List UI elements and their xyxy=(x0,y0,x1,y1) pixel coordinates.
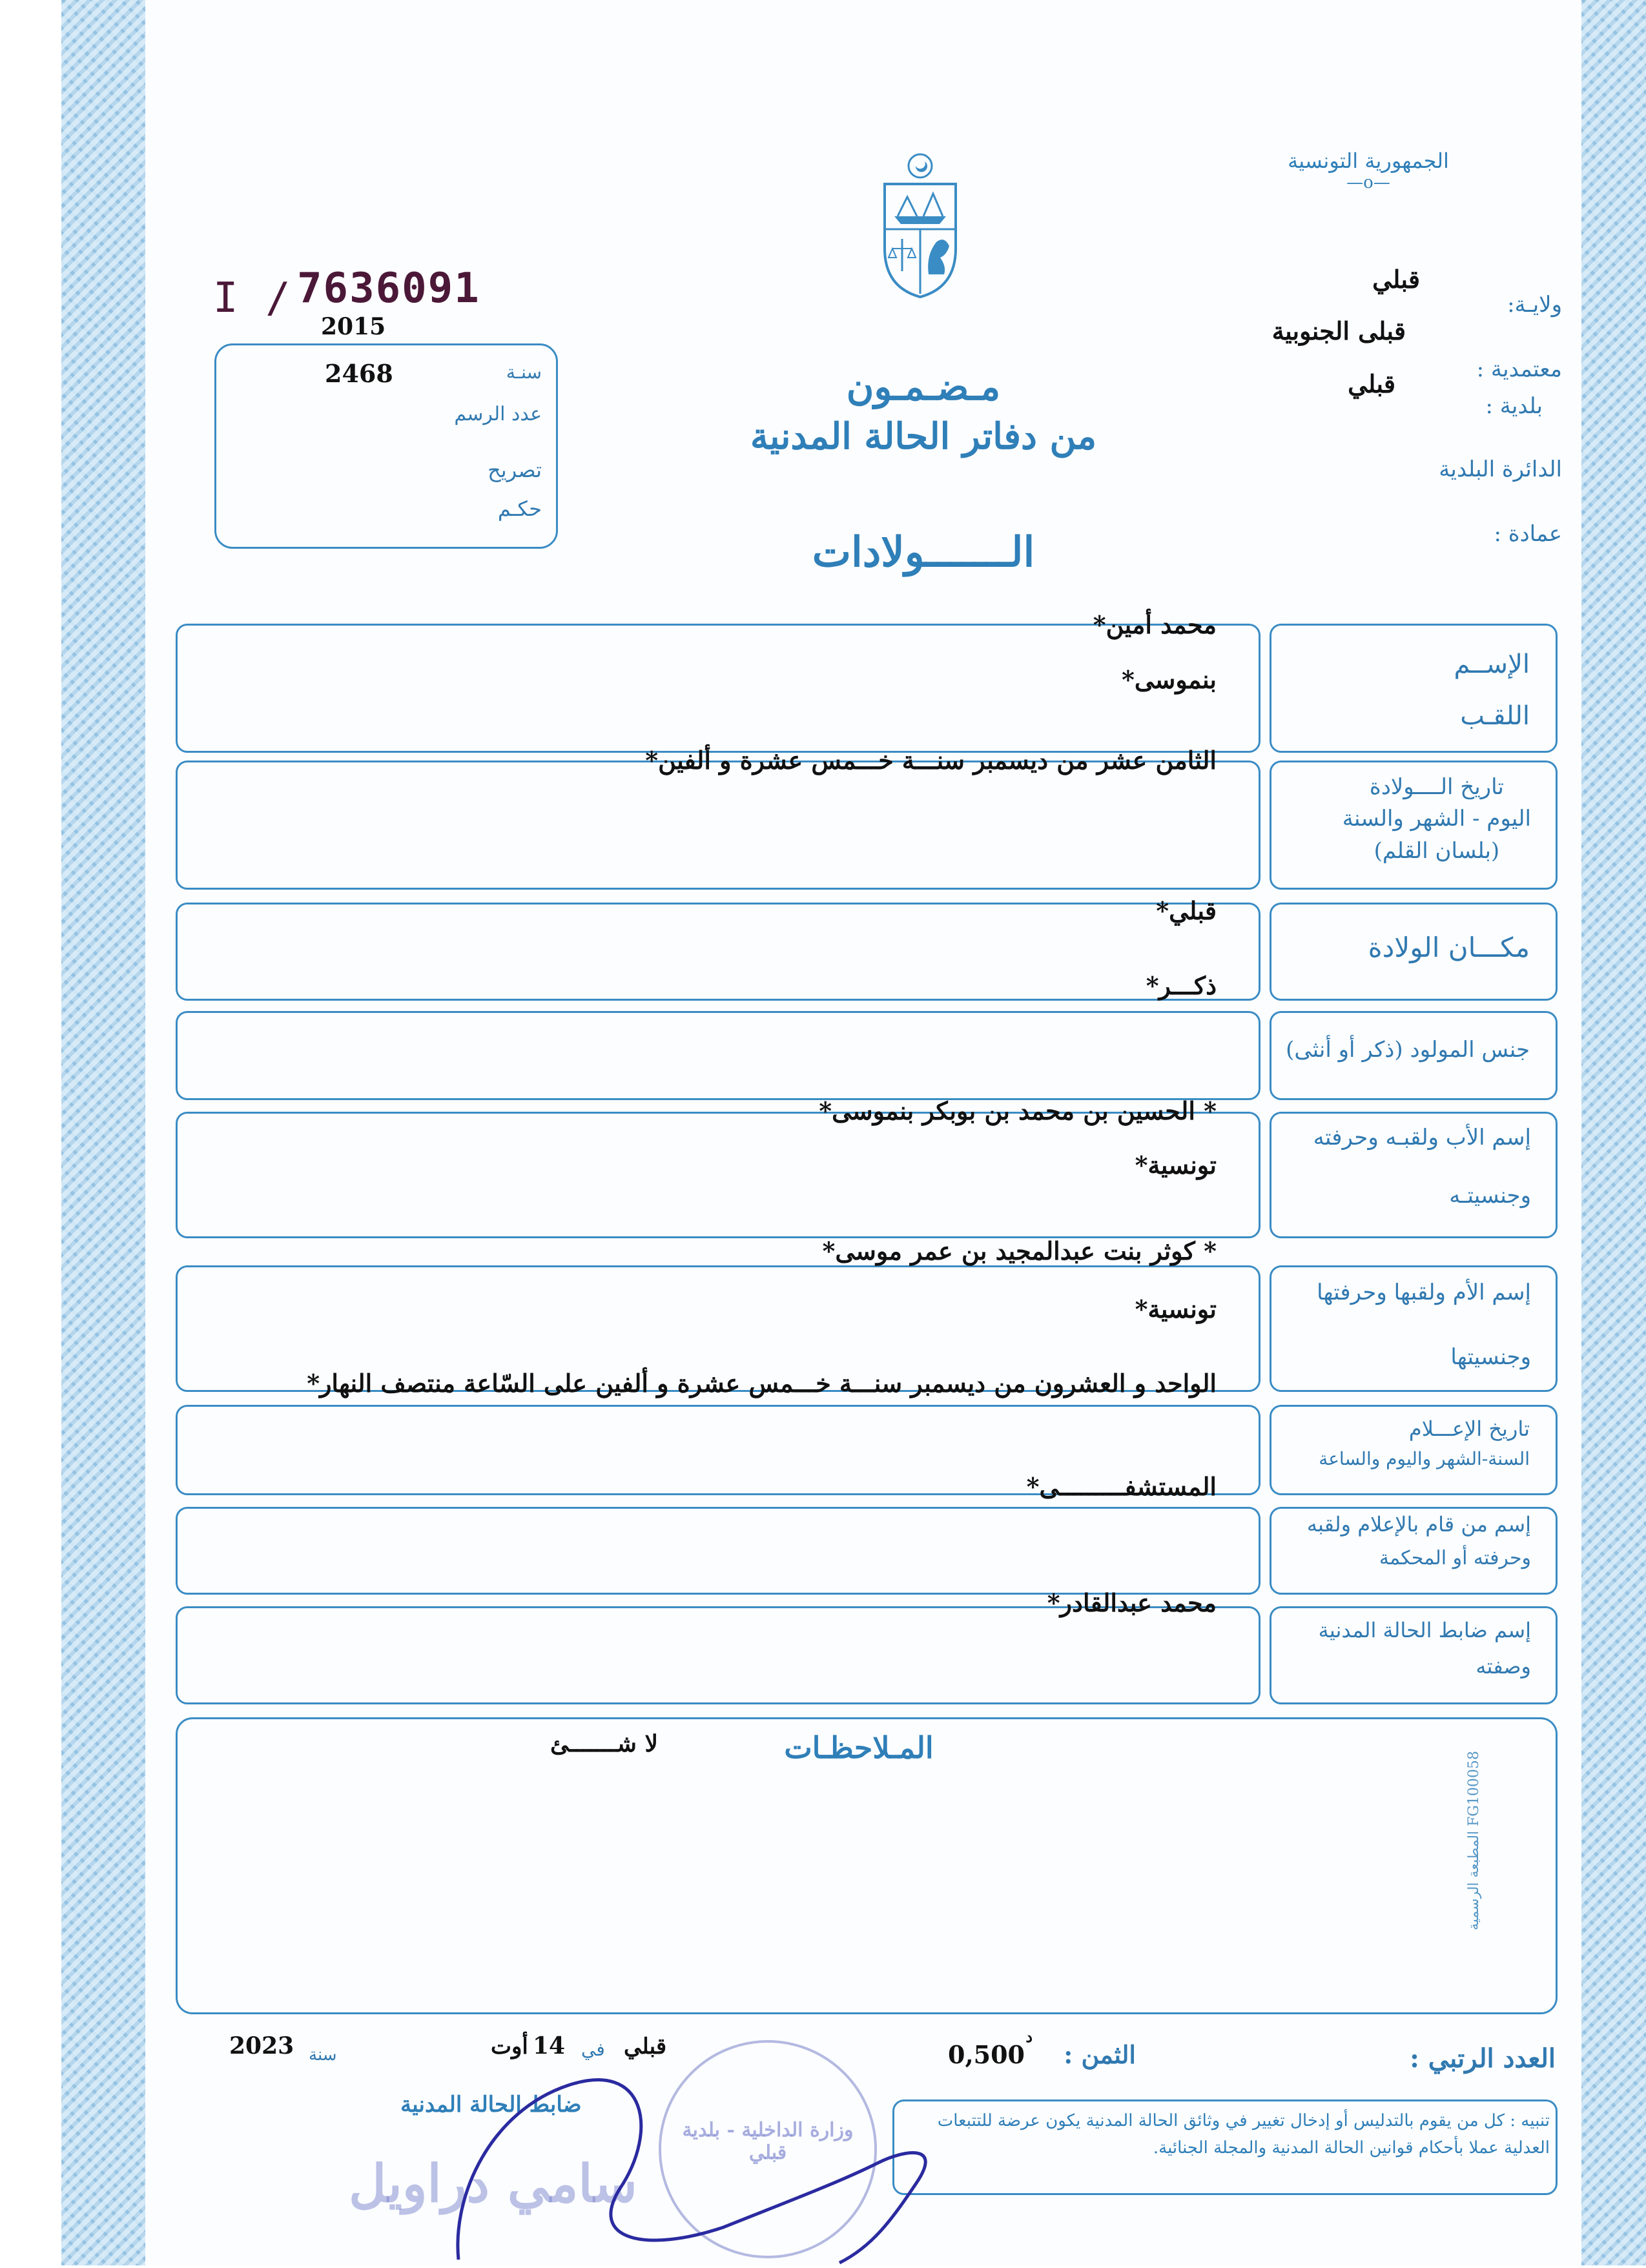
price-unit: د xyxy=(1025,2027,1033,2046)
mother-label-line-2: وجنسيتها xyxy=(1450,1344,1531,1370)
baladiya-value: قبلي xyxy=(1348,369,1395,398)
name-label: الإســم xyxy=(1454,649,1530,679)
birthplace-value: قبلي* xyxy=(1156,896,1217,925)
mutamadiya-label: معتمدية : xyxy=(1476,356,1562,382)
birthdate-label xyxy=(1343,771,1531,867)
daira-label: الدائرة البلدية xyxy=(1439,456,1562,482)
registry-year-label: سنـة xyxy=(506,362,542,383)
registry-year-value: 2015 xyxy=(321,313,386,340)
left-security-border xyxy=(61,0,145,2265)
imada-label: عمادة : xyxy=(1494,521,1562,547)
birthplace-label: مكـــان الولادة xyxy=(1368,932,1530,963)
wilaya-label: ولايـة: xyxy=(1507,292,1562,318)
mother-value: * كوثر بنت عبدالمجيد بن عمر موسى* xyxy=(822,1236,1217,1265)
officer-title: ضابط الحالة المدنية xyxy=(400,2092,582,2118)
wilaya-value: قبلي xyxy=(1372,265,1420,294)
right-security-border xyxy=(1581,0,1646,2265)
officer-signature-name-stamp: سامي دراويل xyxy=(349,2153,637,2214)
father-value-box xyxy=(176,1112,1260,1238)
registry-judgment-label: حكـم xyxy=(497,496,542,521)
father-value: * الحسين بن محمد بن بوبكر بنموسى* xyxy=(819,1096,1217,1125)
officer-value-box xyxy=(176,1606,1260,1704)
serial-number: 7636091 xyxy=(297,265,480,312)
issue-year-label: سنة xyxy=(309,2045,337,2065)
declaration-date-label-line-1: تاريخ الإعـــلام xyxy=(1408,1416,1530,1441)
republic-header xyxy=(1265,148,1472,192)
section-title: الـــــــولادات xyxy=(812,528,1035,577)
remarks-value: لا شـــــــئ xyxy=(550,1730,658,1757)
officer-label-line-1: إسم ضابط الحالة المدنية xyxy=(1318,1618,1531,1642)
mutamadiya-value: قبلى الجنوبية xyxy=(1271,316,1406,345)
birthdate-value: الثامن عشر من ديسمبر سنـــة خـــمس عشرة و ألفين* xyxy=(645,746,1217,775)
mother-nationality-value: تونسية* xyxy=(1135,1294,1217,1323)
serial-prefix: I / xyxy=(213,274,292,322)
issue-in-label: في xyxy=(581,2039,605,2060)
declarant-label-line-2: وحرفته أو المحكمة xyxy=(1379,1547,1531,1569)
officer-value: محمد عبدالقادر* xyxy=(1047,1588,1217,1617)
sex-value-box xyxy=(176,1011,1260,1100)
price-value: 0,500 xyxy=(948,2040,1025,2069)
birthdate-label-line-2: اليوم - الشهر والسنة xyxy=(1342,806,1531,832)
issue-place: قبلي xyxy=(624,2034,667,2059)
father-nationality-value: تونسية* xyxy=(1135,1150,1217,1180)
sex-value: ذكـــر* xyxy=(1146,971,1217,1000)
tunisia-coat-of-arms-icon xyxy=(878,152,962,300)
warning-text: تنبيه : كل من يقوم بالتدليس أو إدخال تغيير في وثائق الحالة المدنية يكون عرضة للتتبعات العدلية عملا بأحكام قوانين الحالة المدنية والمجلة الجنائية. xyxy=(937,2111,1550,2158)
remarks-label: المـلاحظـات xyxy=(784,1730,934,1765)
mother-label-line-1: إسم الأم ولقبها وحرفتها xyxy=(1317,1280,1531,1305)
birthplace-value-box xyxy=(176,903,1260,1001)
sex-label: جنس المولود (ذكر أو أنثى) xyxy=(1286,1037,1530,1063)
declaration-date-value: الواحد و العشرون من ديسمبر سنـــة خـــمس عشرة و ألفين على السّاعة منتصف النهار* xyxy=(307,1369,1217,1398)
registry-act-no-value: 2468 xyxy=(325,359,393,388)
printer-code: المطبعة الرسمية FG100058 xyxy=(1466,1751,1482,1930)
order-no-label: العدد الرتبي : xyxy=(1410,2043,1556,2074)
officer-label-line-2: وصفته xyxy=(1476,1654,1531,1679)
page-left-margin xyxy=(0,0,61,2265)
declaration-date-label-line-2: السنة-الشهر واليوم والساعة xyxy=(1319,1448,1530,1469)
surname-value: بنموسى* xyxy=(1121,665,1217,694)
title-line-2: من دفاتر الحالة المدنية xyxy=(750,415,1097,458)
issue-month: أوت xyxy=(491,2034,528,2059)
birthdate-value-box xyxy=(176,761,1260,890)
republic-ornament: —o— xyxy=(1346,173,1390,192)
registry-act-no-label: عدد الرسم xyxy=(454,403,542,425)
declarant-value-box xyxy=(176,1507,1260,1595)
price-label: الثمن : xyxy=(1064,2040,1136,2069)
declarant-value: المستشفـــــــــى* xyxy=(1026,1472,1217,1501)
birthdate-label-line-1: تاريخ الــــولادة xyxy=(1369,774,1504,800)
father-label-line-2: وجنسيتـه xyxy=(1449,1183,1531,1209)
name-value: محمد أمين* xyxy=(1093,610,1217,639)
document-title xyxy=(684,365,1162,458)
baladiya-label: بلدية : xyxy=(1485,393,1543,419)
officer-signature-icon xyxy=(452,2034,1098,2265)
name-value-box xyxy=(176,624,1260,753)
father-label-line-1: إسم الأب ولقبـه وحرفته xyxy=(1313,1125,1531,1150)
title-line-1: مـضـمـون xyxy=(846,365,1001,409)
seal-text: وزارة الداخلية - بلدية قبلي xyxy=(682,2119,854,2164)
issue-day: 14 xyxy=(533,2032,566,2059)
declarant-label-line-1: إسم من قام بالإعلام ولقبه xyxy=(1306,1512,1531,1537)
registry-declaration-label: تصريح xyxy=(488,458,542,482)
republic-title: الجمهورية التونسية xyxy=(1288,148,1449,173)
issue-year-value: 2023 xyxy=(229,2032,294,2059)
surname-label: اللقـب xyxy=(1460,701,1530,731)
birthdate-label-line-3: (بلسان القلم) xyxy=(1373,837,1500,864)
